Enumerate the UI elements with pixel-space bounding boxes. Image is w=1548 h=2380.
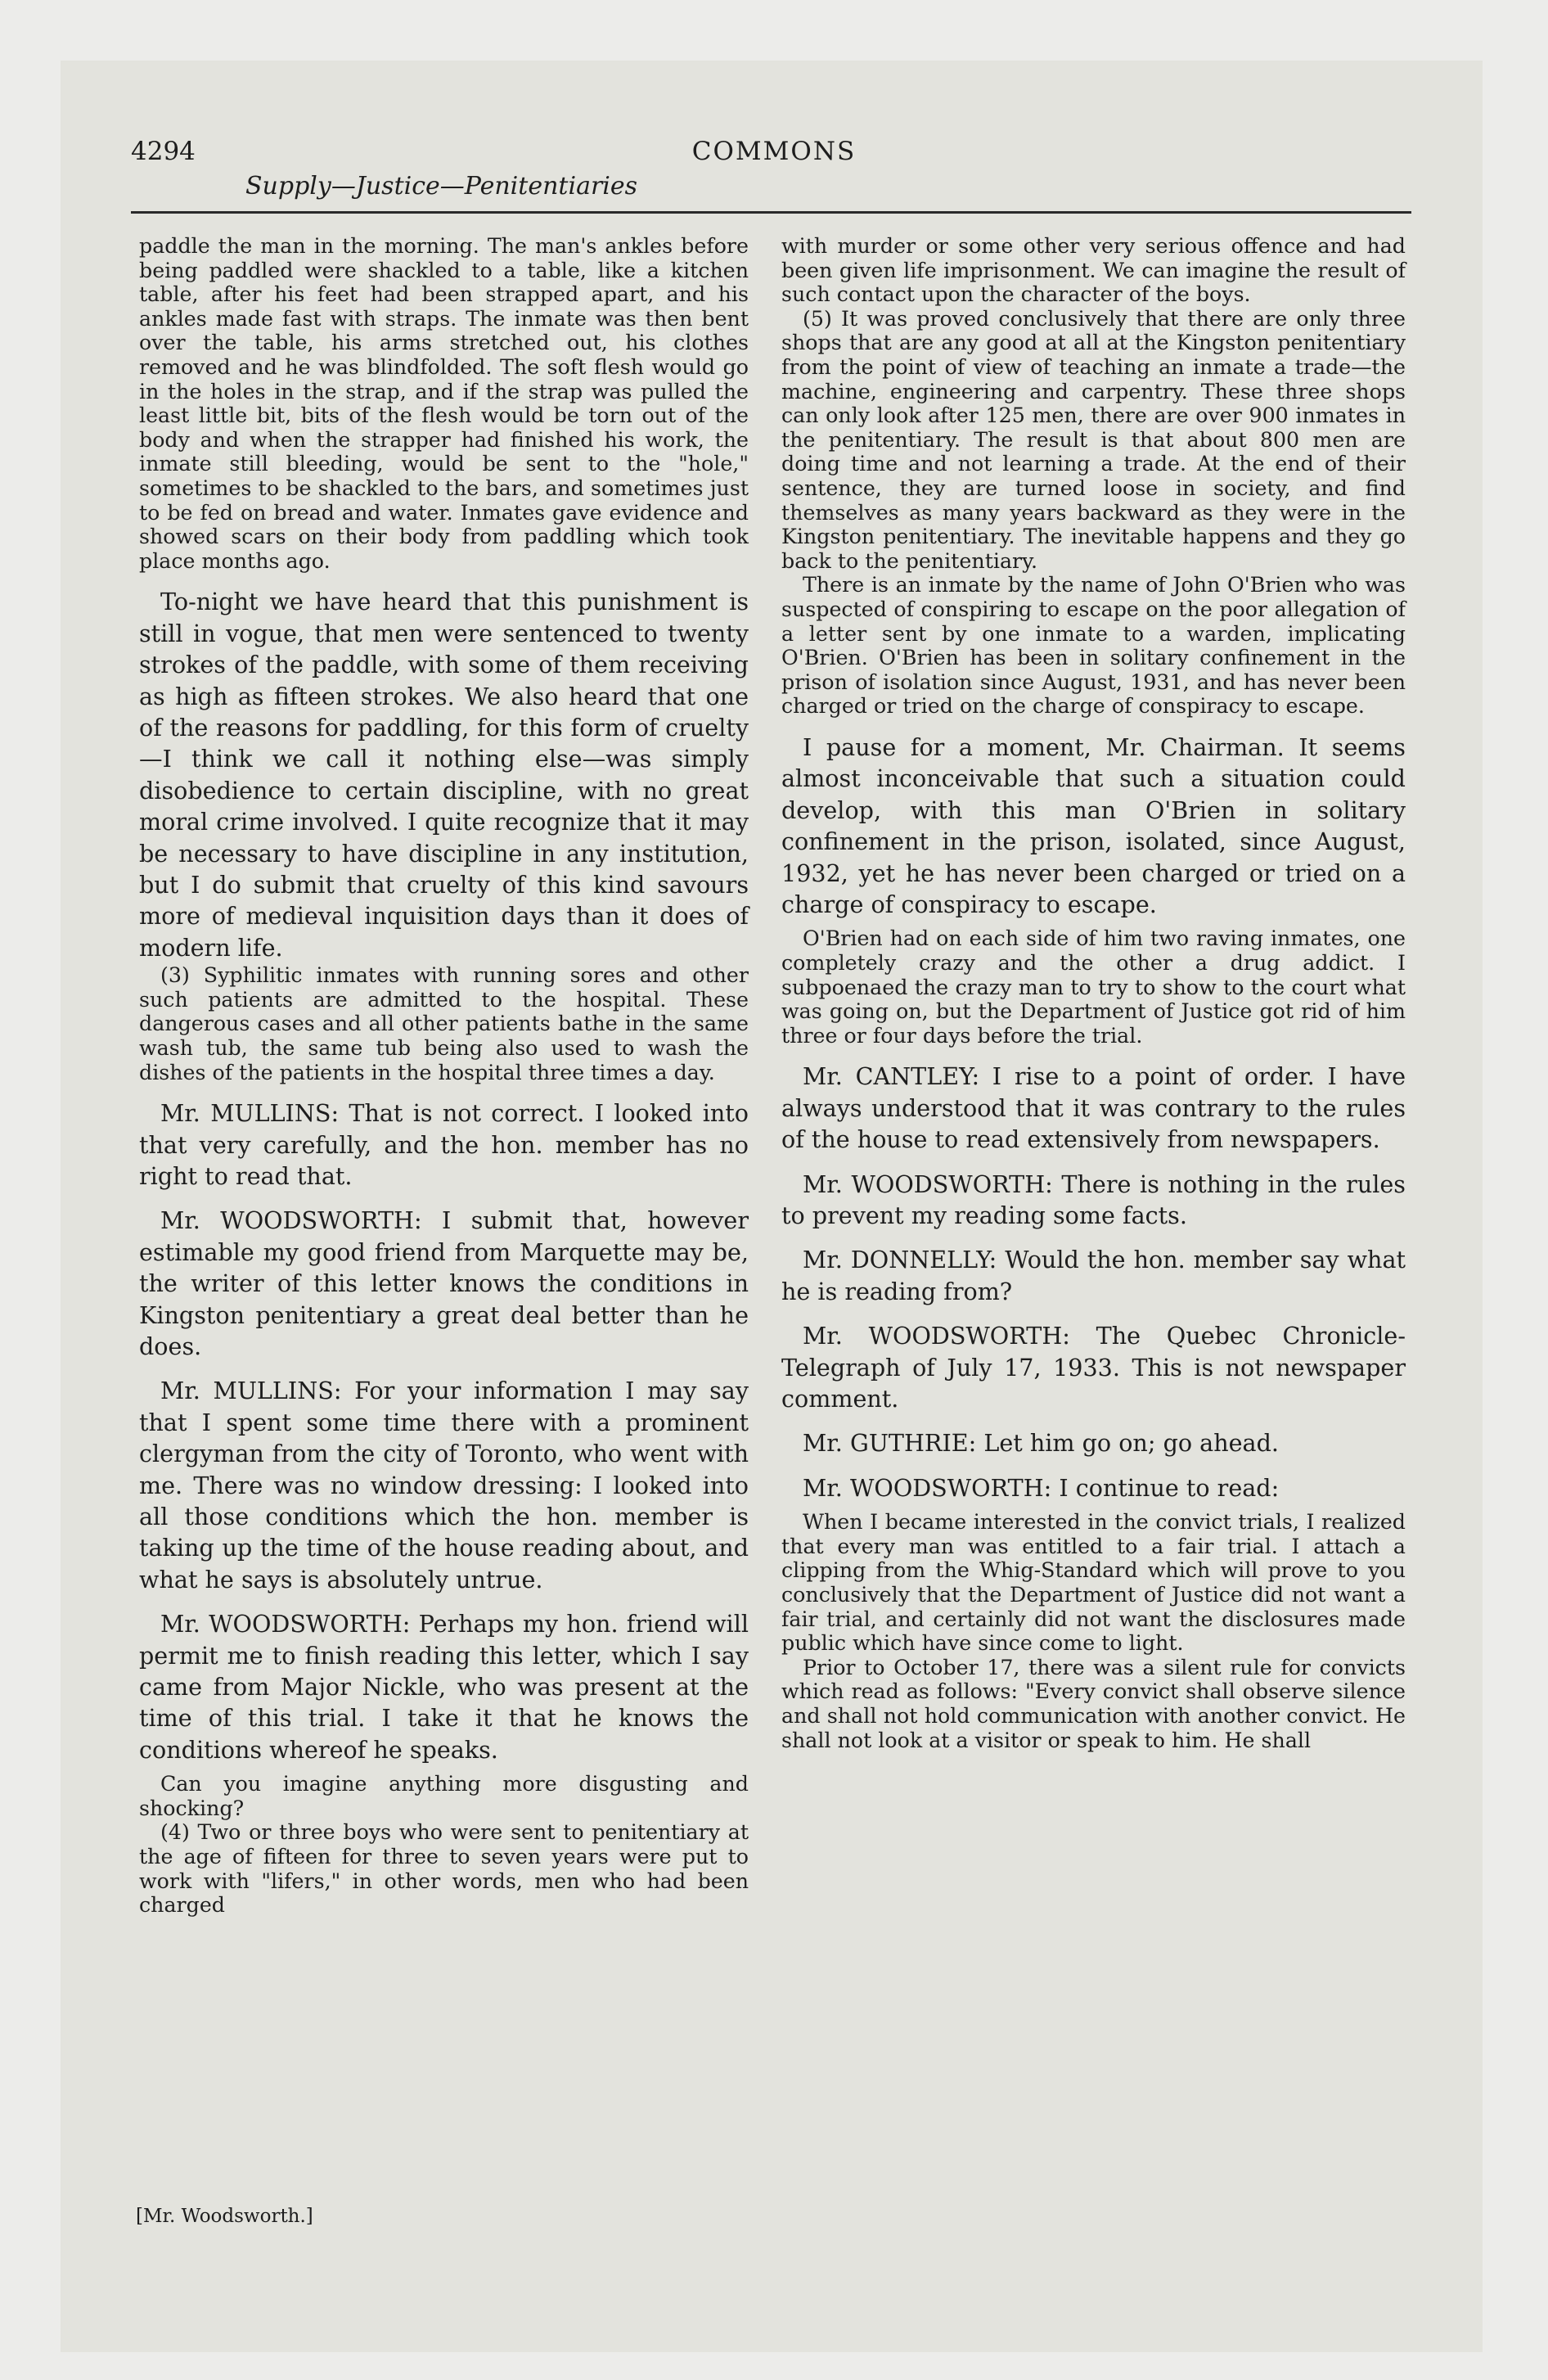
paragraph: Mr. WOODSWORTH: There is nothing in the rules to prevent my reading some facts.: [781, 1170, 1406, 1229]
paragraph: Can you imagine anything more disgusting and shocking?: [139, 1772, 749, 1820]
paragraph: There is an inmate by the name of John O'Brien who was suspected of conspiring to escape on the poor allegation of a letter sent by one inmate to a warden, implicating O'Brien. O'Brien has been in solitary confinement in the prison of isolation since August, 1931, and has never been charged or tried on the charge of conspiracy to escape.: [781, 573, 1406, 719]
paragraph: (5) It was proved conclusively that there are only three shops that are any good at all at the Kingston penitentiary from the point of view of teaching an inmate a trade—the machine, engineering and carpentry. These three shops can only look after 125 men, there are over 900 inmates in the penitentiary. The result is that about 800 men are doing time and not learning a trade. At the end of their sentence, they are turned loose in society, and find themselves as many years backward as they were in the Kingston penitentiary. The inevitable happens and they go back to the penitentiary.: [781, 306, 1406, 573]
paragraph: Mr. WOODSWORTH: I submit that, however estimable my good friend from Marquette may be, the writer of this letter knows the conditions in Kingston penitentiary a great deal better than he does.: [139, 1206, 749, 1360]
page-number: 4294: [131, 137, 196, 166]
paragraph: To-night we have heard that this punishment is still in vogue, that men were sentenced to twenty strokes of the paddle, with some of them receiving as high as fifteen strokes. We also heard that one of the reasons for paddling, for this form of cruelty—I think we call it nothing else—was simply disobedience to certain discipline, with no great moral crime involved. I quite recognize that it may be necessary to have discipline in any institution, but I do submit that cruelty of this kind savours more of medieval inquisition days than it does of modern life.: [139, 588, 749, 962]
paragraph: Mr. MULLINS: That is not correct. I looked into that very carefully, and the hon. member has no right to read that.: [139, 1099, 749, 1190]
paragraph: Mr. WOODSWORTH: Perhaps my hon. friend will permit me to finish reading this letter, which I say came from Major Nickle, who was present at the time of this trial. I take it that he knows the conditions whereof he speaks.: [139, 1610, 749, 1764]
paragraph: with murder or some other very serious offence and had been given life imprisonment. We can imagine the result of such contact upon the character of the boys.: [781, 234, 1406, 307]
paragraph: Prior to October 17, there was a silent rule for convicts which read as follows: "Every convict shall observe silence and shall not hold communication with another convict. He shall not look at a visitor or speak to him. He shall: [781, 1655, 1406, 1752]
paragraph: Mr. GUTHRIE: Let him go on; go ahead.: [803, 1429, 1279, 1458]
paragraph: (4) Two or three boys who were sent to penitentiary at the age of fifteen for three to seven years were put to work with "lifers," in other words, men who had been charged: [139, 1820, 749, 1918]
paragraph: Mr. DONNELLY: Would the hon. member say what he is reading from?: [781, 1246, 1406, 1305]
paragraph: Mr. WOODSWORTH: I continue to read:: [803, 1473, 1280, 1502]
paragraph: O'Brien had on each side of him two raving inmates, one completely crazy and the other a drug addict. I subpoenaed the crazy man to try to show to the court what was going on, but the Department of Justice got rid of him three or four days before the trial.: [781, 926, 1406, 1048]
speaker-note: [Mr. Woodsworth.]: [136, 2206, 313, 2227]
paragraph: Mr. WOODSWORTH: The Quebec Chronicle-Telegraph of July 17, 1933. This is not newspaper comment.: [781, 1322, 1406, 1413]
paragraph: Mr. MULLINS: For your information I may say that I spent some time there with a prominent clergyman from the city of Toronto, who went with me. There was no window dressing: I looked into all those conditions which the hon. member is taking up the time of the house reading about, and what he says is absolutely untrue.: [139, 1377, 749, 1593]
right-column: [781, 234, 1406, 1752]
paragraph: I pause for a moment, Mr. Chairman. It seems almost inconceivable that such a situation could develop, with this man O'Brien in solitary confinement in the prison, isolated, since August, 1932, yet he has never been charged or tried on a charge of conspiracy to escape.: [781, 732, 1406, 918]
paragraph: paddle the man in the morning. The man's ankles before being paddled were shackled to a table, like a kitchen table, after his feet had been strapped apart, and his ankles made fast with straps. The inmate was then bent over the table, his arms stretched out, his clothes removed and he was blindfolded. The soft flesh would go in the holes in the strap, and if the strap was pulled the least little bit, bits of the flesh would be torn out of the body and when the strapper had finished his work, the inmate still bleeding, would be sent to the "hole," sometimes to be shackled to the bars, and sometimes just to be fed on bread and water. Inmates gave evidence and showed scars on their body from paddling which took place months ago.: [139, 234, 749, 573]
header-rule: [131, 211, 1411, 214]
page-title: COMMONS: [691, 137, 857, 166]
paragraph: When I became interested in the convict trials, I realized that every man was entitled to a fair trial. I attach a clipping from the Whig-Standard which will prove to you conclusively that the Department of Justice did not want a fair trial, and certainly did not want the disclosures made public which have since come to light.: [781, 1510, 1406, 1656]
left-column: [139, 234, 749, 1918]
paragraph: Mr. CANTLEY: I rise to a point of order. I have always understood that it was contrary to the rules of the house to read extensively from newspapers.: [781, 1062, 1406, 1154]
running-subtitle: Supply—Justice—Penitentiaries: [245, 172, 638, 201]
paragraph: (3) Syphilitic inmates with running sores and other such patients are admitted to the hospital. These dangerous cases and all other patients bathe in the same wash tub, the same tub being also used to wash the dishes of the patients in the hospital three times a day.: [139, 963, 749, 1084]
